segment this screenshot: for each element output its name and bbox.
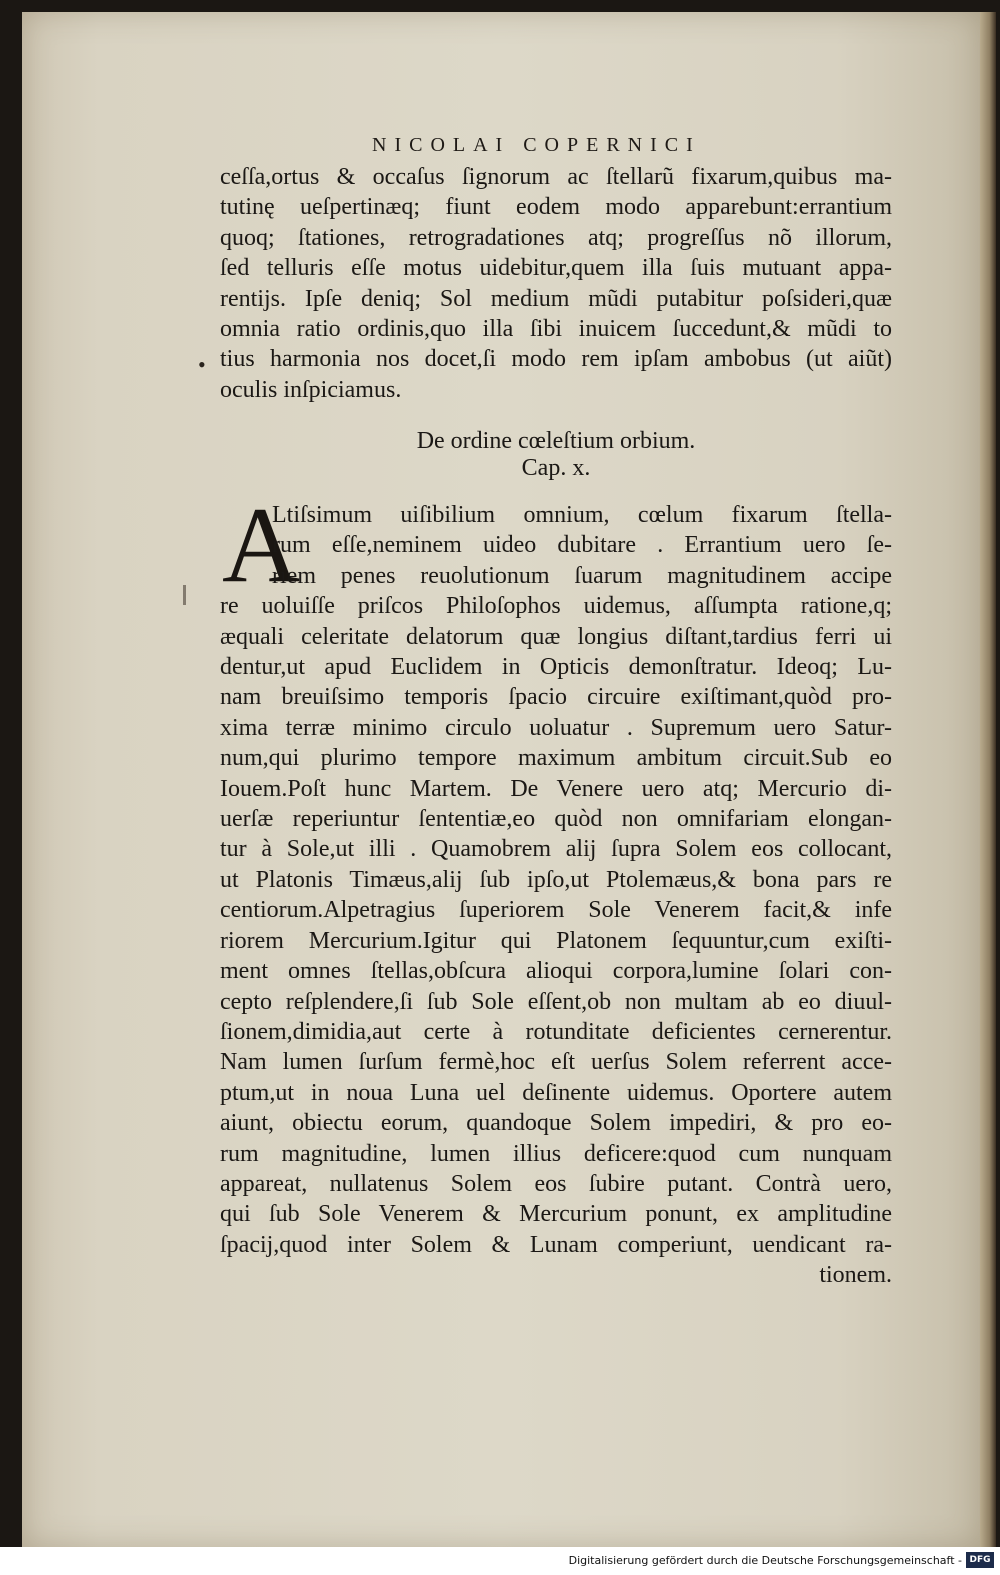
text-line: Nam lumen ſurſum fermè,hoc eſt uerſus Solem referrent acce-: [220, 1049, 892, 1076]
text-line: re uoluiſſe priſcos Philoſophos uidemus, aſſumpta ratione,q;: [220, 593, 892, 620]
text-line: num,qui plurimo tempore maximum ambitum circuit.Sub eo: [220, 745, 892, 772]
text-line: appareat, nullatenus Solem eos ſubire putant. Contrà uero,: [220, 1170, 892, 1197]
text-line: tius harmonia nos docet,ſi modo rem ipſam ambobus (ut aiũt): [220, 346, 892, 373]
running-head: NICOLAI COPERNICI: [372, 134, 701, 156]
text-line: Ltiſsimum uiſibilium omnium, cœlum fixarum ſtella-: [272, 502, 892, 528]
text-line: ſpacij,quod inter Solem & Lunam comperiunt, uendicant ra-: [220, 1231, 892, 1258]
text-line: tutinę ueſpertinæq; fiunt eodem modo apparebunt:errantium: [220, 194, 892, 221]
text-line: rum eſſe,neminem uideo dubitare . Errantium uero ſe-: [272, 532, 892, 559]
text-line-final: tionem.: [819, 1262, 892, 1289]
text-line: aiunt, obiectu eorum, quandoque Solem impediri, & pro eo-: [220, 1110, 892, 1137]
text-line: ſed telluris eſſe motus uidebitur,quem illa ſuis mutuant appa-: [220, 255, 892, 282]
text-line: ut Platonis Timæus,alij ſub ipſo,ut Ptolemæus,& bona pars re: [220, 866, 892, 893]
text-line: oculis inſpiciamus.: [220, 376, 402, 403]
chapter-title: De ordine cœleſtium orbium.: [416, 428, 696, 454]
text-line: ptum,ut in noua Luna uel deſinente uidemus. Oportere autem: [220, 1079, 892, 1106]
drop-cap: A: [222, 486, 300, 605]
text-line: riem penes reuolutionum ſuarum magnitudinem accipe: [272, 562, 892, 589]
text-line: tur à Sole,ut illi . Quamobrem alij ſupra Solem eos collocant,: [220, 836, 892, 863]
margin-stroke: [183, 585, 186, 605]
text-line: æquali celeritate delatorum quæ longius diſtant,tardius ferri ui: [220, 623, 892, 650]
text-line: qui ſub Sole Venerem & Mercurium ponunt, ex amplitudine: [220, 1201, 892, 1228]
text-line: Iouem.Poſt hunc Martem. De Venere uero atq; Mercurio di-: [220, 775, 892, 802]
text-line: riorem Mercurium.Igitur qui Platonem ſequuntur,cum exiſti-: [220, 927, 892, 954]
text-line: ceſſa,ortus & occaſus ſignorum ac ſtellarũ fixarum,quibus ma-: [220, 164, 892, 190]
text-line: cepto reſplendere,ſi ſub Sole eſſent,ob non multam ab eo diuul-: [220, 988, 892, 1015]
top-paragraph: [220, 162, 892, 405]
body-paragraph: [220, 486, 892, 1291]
text-line: nam breuiſsimo temporis ſpacio circuire exiſtimant,quòd pro-: [220, 684, 892, 711]
text-line: quoq; ſtationes, retrogradationes atq; progreſſus nõ illorum,: [220, 224, 892, 251]
text-line: ſionem,dimidia,aut certe à rotunditate deficientes cernerentur.: [220, 1018, 892, 1045]
text-line: uerſæ reperiuntur ſententiæ,eo quòd non omnifariam elongan-: [220, 806, 892, 833]
text-line: centiorum.Alpetragius ſuperiorem Sole Venerem facit,& infe: [220, 897, 892, 924]
text-line: rentijs. Ipſe deniq; Sol medium mũdi putabitur poſsideri,quæ: [220, 285, 892, 312]
digitization-footer: [0, 1547, 1000, 1575]
chapter-number: Cap. x.: [521, 455, 591, 481]
page-edge-shadow: [980, 12, 996, 1547]
dfg-logo: DFG: [966, 1552, 994, 1568]
text-line: omnia ratio ordinis,quo illa ſibi inuicem ſuccedunt,& mũdi to: [220, 316, 892, 343]
text-line: ment omnes ſtellas,obſcura alioqui corpora,lumine ſolari con-: [220, 958, 892, 985]
text-line: dentur,ut apud Euclidem in Opticis demonſtratur. Ideoq; Lu-: [220, 654, 892, 681]
text-line: rum magnitudine, lumen illius deficere:quod cum nunquam: [220, 1140, 892, 1167]
footer-credit: Digitalisierung gefördert durch die Deutsche Forschungsgemeinschaft -: [568, 1554, 962, 1567]
text-line: xima terræ minimo circulo uoluatur . Supremum uero Satur-: [220, 714, 892, 741]
margin-mark: •: [198, 352, 206, 377]
